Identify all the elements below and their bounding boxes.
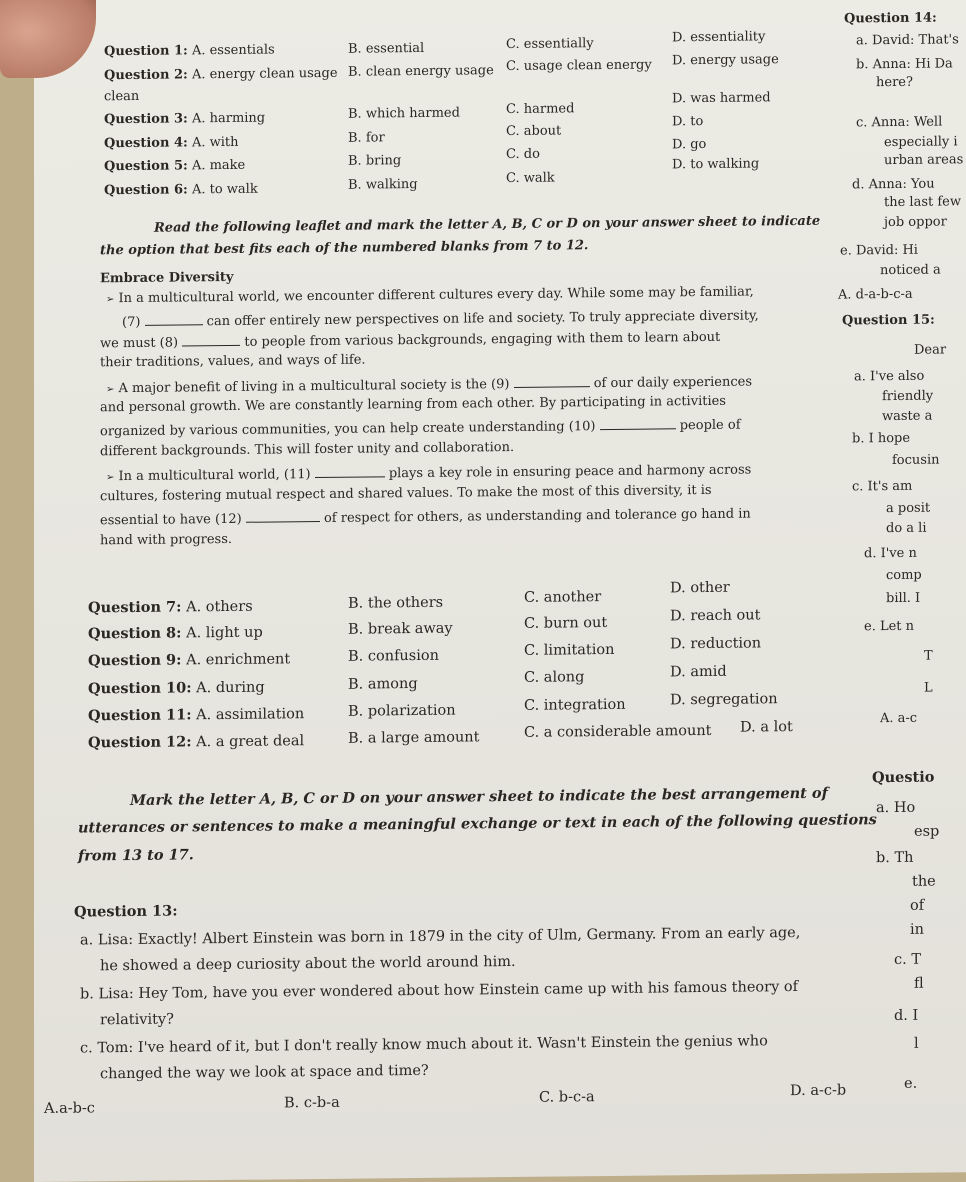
q16-heading: Questio [872, 768, 935, 787]
q5-option-c[interactable]: C. do [506, 146, 540, 163]
q2-option-a-wrap: clean [104, 88, 140, 105]
q15-line-d2: comp [886, 567, 922, 584]
q5-option-d[interactable]: D. go [672, 136, 707, 153]
q2-row: Question 2: A. energy clean usage [104, 65, 338, 84]
q15-line-a3: waste a [882, 408, 933, 425]
para2-line1: ➢ A major benefit of living in a multicultural society is the (9) of our daily experiences [106, 374, 753, 397]
q8-row: Question 8: A. light up [88, 624, 263, 643]
q13-line-c1: c. Tom: I've heard of it, but I don't really know much about it. Wasn't Einstein the genius who [80, 1033, 768, 1057]
q13-option-d[interactable]: D. a-c-b [790, 1082, 847, 1100]
q12-option-d[interactable]: D. a lot [740, 719, 793, 736]
q4-option-d[interactable]: D. to [672, 113, 704, 130]
blank-12[interactable] [246, 509, 320, 523]
q16-line-b2: the [912, 873, 936, 890]
q15-line-a: a. I've also [854, 368, 925, 385]
q9-option-d[interactable]: D. reduction [670, 635, 762, 653]
q13-option-b[interactable]: B. c-b-a [284, 1094, 340, 1112]
q4-option-c[interactable]: C. about [506, 123, 562, 140]
q13-line-b1: b. Lisa: Hey Tom, have you ever wondered about how Einstein came up with his famous theory of [80, 978, 798, 1003]
q4-option-b[interactable]: B. for [348, 130, 385, 146]
para3-line4: hand with progress. [100, 531, 233, 549]
q15-line-e2: T [924, 648, 933, 664]
q13-option-c[interactable]: C. b-c-a [539, 1089, 595, 1106]
arrange-instruction-line3: from 13 to 17. [78, 846, 194, 865]
q14-line-d2: the last few [884, 194, 961, 211]
q15-line-d: d. I've n [864, 545, 917, 562]
q15-line-b: b. I hope [852, 430, 911, 447]
q8-option-c[interactable]: C. burn out [524, 614, 608, 632]
para1-line4: their traditions, values, and ways of life. [100, 352, 366, 371]
q14-line-c: c. Anna: Well [856, 114, 943, 131]
bullet-arrow-icon: ➢ [106, 472, 115, 484]
arrange-instruction-line1: Mark the letter A, B, C or D on your answer sheet to indicate the best arrangement of [130, 784, 828, 809]
q13-line-a1: a. Lisa: Exactly! Albert Einstein was born in 1879 in the city of Ulm, Germany. From an early age, [80, 924, 801, 949]
arrange-instruction-line2: utterances or sentences to make a meaningful exchange or text in each of the following questions [78, 811, 877, 837]
q7-option-d[interactable]: D. other [670, 579, 730, 597]
para2-line3: organized by various communities, you can help create understanding (10) people of [100, 417, 741, 440]
para1-line2: (7) can offer entirely new perspectives on life and society. To truly appreciate diversity, [122, 308, 759, 331]
q16-line-d2: l [914, 1035, 919, 1052]
q15-dear: Dear [914, 342, 947, 358]
q14-line-c2: especially i [884, 134, 958, 151]
q15-line-c2: a posit [886, 500, 931, 517]
q16-line-b: b. Th [876, 849, 914, 867]
q10-row: Question 10: A. during [88, 679, 265, 698]
q1-row: Question 1: A. essentials [104, 42, 275, 60]
q10-option-d[interactable]: D. amid [670, 663, 727, 681]
q8-option-b[interactable]: B. break away [348, 620, 453, 638]
q11-option-d[interactable]: D. segregation [670, 691, 778, 709]
q5-option-b[interactable]: B. bring [348, 153, 402, 169]
q14-heading: Question 14: [844, 10, 937, 27]
q9-option-c[interactable]: C. limitation [524, 641, 615, 659]
q12-option-c[interactable]: C. a considerable amount [524, 722, 712, 741]
q4-row: Question 4: A. with [104, 134, 239, 152]
para3-line2: cultures, fostering mutual respect and shared values. To make the most of this diversity, it is [100, 482, 712, 505]
q11-row: Question 11: A. assimilation [88, 706, 305, 725]
q15-line-b2: focusin [892, 452, 940, 469]
blank-11[interactable] [315, 464, 385, 478]
q10-option-c[interactable]: C. along [524, 669, 585, 686]
q10-option-b[interactable]: B. among [348, 675, 418, 693]
blank-10[interactable] [600, 416, 676, 430]
q6-option-b[interactable]: B. walking [348, 176, 418, 193]
reading-instruction-line1: Read the following leaflet and mark the letter A, B, C or D on your answer sheet to indicate [154, 213, 821, 236]
blank-9[interactable] [514, 374, 590, 388]
q9-row: Question 9: A. enrichment [88, 651, 291, 670]
q14-line-d3: job oppor [884, 214, 947, 231]
q15-answer-a[interactable]: A. a-c [880, 710, 918, 727]
para3-line1: ➢ In a multicultural world, (11) plays a key role in ensuring peace and harmony across [106, 462, 752, 485]
bullet-arrow-icon: ➢ [106, 294, 115, 306]
q7-row: Question 7: A. others [88, 598, 253, 617]
q6-option-d[interactable]: D. to walking [672, 156, 760, 173]
q11-option-b[interactable]: B. polarization [348, 702, 456, 720]
q1-option-d[interactable]: D. essentiality [672, 29, 766, 46]
q15-line-a2: friendly [882, 388, 934, 405]
q13-line-a2: he showed a deep curiosity about the world around him. [100, 953, 516, 975]
q15-line-c: c. It's am [852, 478, 913, 495]
q7-option-c[interactable]: C. another [524, 589, 602, 606]
q8-option-d[interactable]: D. reach out [670, 607, 761, 625]
reading-instruction-line2: the option that best fits each of the numbered blanks from 7 to 12. [100, 238, 589, 259]
q6-row: Question 6: A. to walk [104, 181, 258, 199]
q14-line-d: d. Anna: You [852, 176, 935, 193]
q14-line-a: a. David: That's [856, 32, 959, 49]
q5-row: Question 5: A. make [104, 157, 246, 175]
q3-option-c[interactable]: C. harmed [506, 101, 575, 118]
q15-line-e3: L [924, 680, 933, 696]
q7-option-b[interactable]: B. the others [348, 594, 444, 612]
q14-answer-a[interactable]: A. d-a-b-c-a [838, 286, 913, 303]
q16-line-e: e. [904, 1075, 918, 1092]
q16-line-c: c. T [894, 951, 922, 968]
q13-line-b2: relativity? [100, 1011, 174, 1029]
blank-8[interactable] [182, 333, 240, 347]
q2-option-b[interactable]: B. clean energy usage [348, 63, 494, 80]
para1-line1: ➢ In a multicultural world, we encounter different cultures every day. While some may be familiar, [106, 284, 754, 307]
q16-line-d: d. I [894, 1007, 919, 1024]
q15-line-c3: do a li [886, 520, 927, 537]
q16-line-b3: of [910, 897, 925, 914]
q14-line-c3: urban areas [884, 152, 964, 169]
q3-option-b[interactable]: B. which harmed [348, 105, 460, 122]
para1-line3: we must (8) to people from various backgrounds, engaging with them to learn about [100, 329, 721, 352]
q16-line-b4: in [910, 921, 924, 938]
q3-row: Question 3: A. harming [104, 110, 266, 128]
q14-line-e2: noticed a [880, 262, 941, 279]
q14-line-b: b. Anna: Hi Da [856, 56, 953, 73]
q16-line-c2: fl [914, 975, 924, 992]
q13-line-c2: changed the way we look at space and time? [100, 1062, 429, 1083]
q6-option-c[interactable]: C. walk [506, 170, 555, 187]
q16-line-a2: esp [914, 823, 940, 840]
q2-option-c[interactable]: C. usage clean energy [506, 57, 652, 75]
q12-row: Question 12: A. a great deal [88, 733, 305, 752]
q2-option-d[interactable]: D. energy usage [672, 52, 779, 69]
q1-option-c[interactable]: C. essentially [506, 36, 594, 53]
q3-option-d[interactable]: D. was harmed [672, 90, 771, 107]
q16-line-a: a. Ho [876, 799, 916, 817]
blank-7[interactable] [145, 312, 203, 326]
q13-heading: Question 13: [74, 902, 178, 921]
q15-line-e: e. Let n [864, 618, 915, 635]
q14-line-b2: here? [876, 74, 913, 91]
q11-option-c[interactable]: C. integration [524, 696, 626, 714]
para2-line2: and personal growth. We are constantly learning from each other. By participating in activities [100, 393, 726, 416]
q13-option-a[interactable]: A.a-b-c [44, 1100, 95, 1117]
bullet-arrow-icon: ➢ [106, 384, 115, 396]
q9-option-b[interactable]: B. confusion [348, 647, 439, 665]
q14-line-e: e. David: Hi [840, 242, 918, 259]
q15-heading: Question 15: [842, 312, 935, 329]
q15-line-d3: bill. I [886, 590, 921, 607]
para3-line3: essential to have (12) of respect for others, as understanding and tolerance go hand in [100, 506, 751, 529]
leaflet-title: Embrace Diversity [100, 269, 234, 287]
worksheet-page [34, 0, 966, 1182]
para2-line4: different backgrounds. This will foster unity and collaboration. [100, 439, 515, 460]
q12-option-b[interactable]: B. a large amount [348, 729, 480, 747]
q1-option-b[interactable]: B. essential [348, 40, 425, 57]
